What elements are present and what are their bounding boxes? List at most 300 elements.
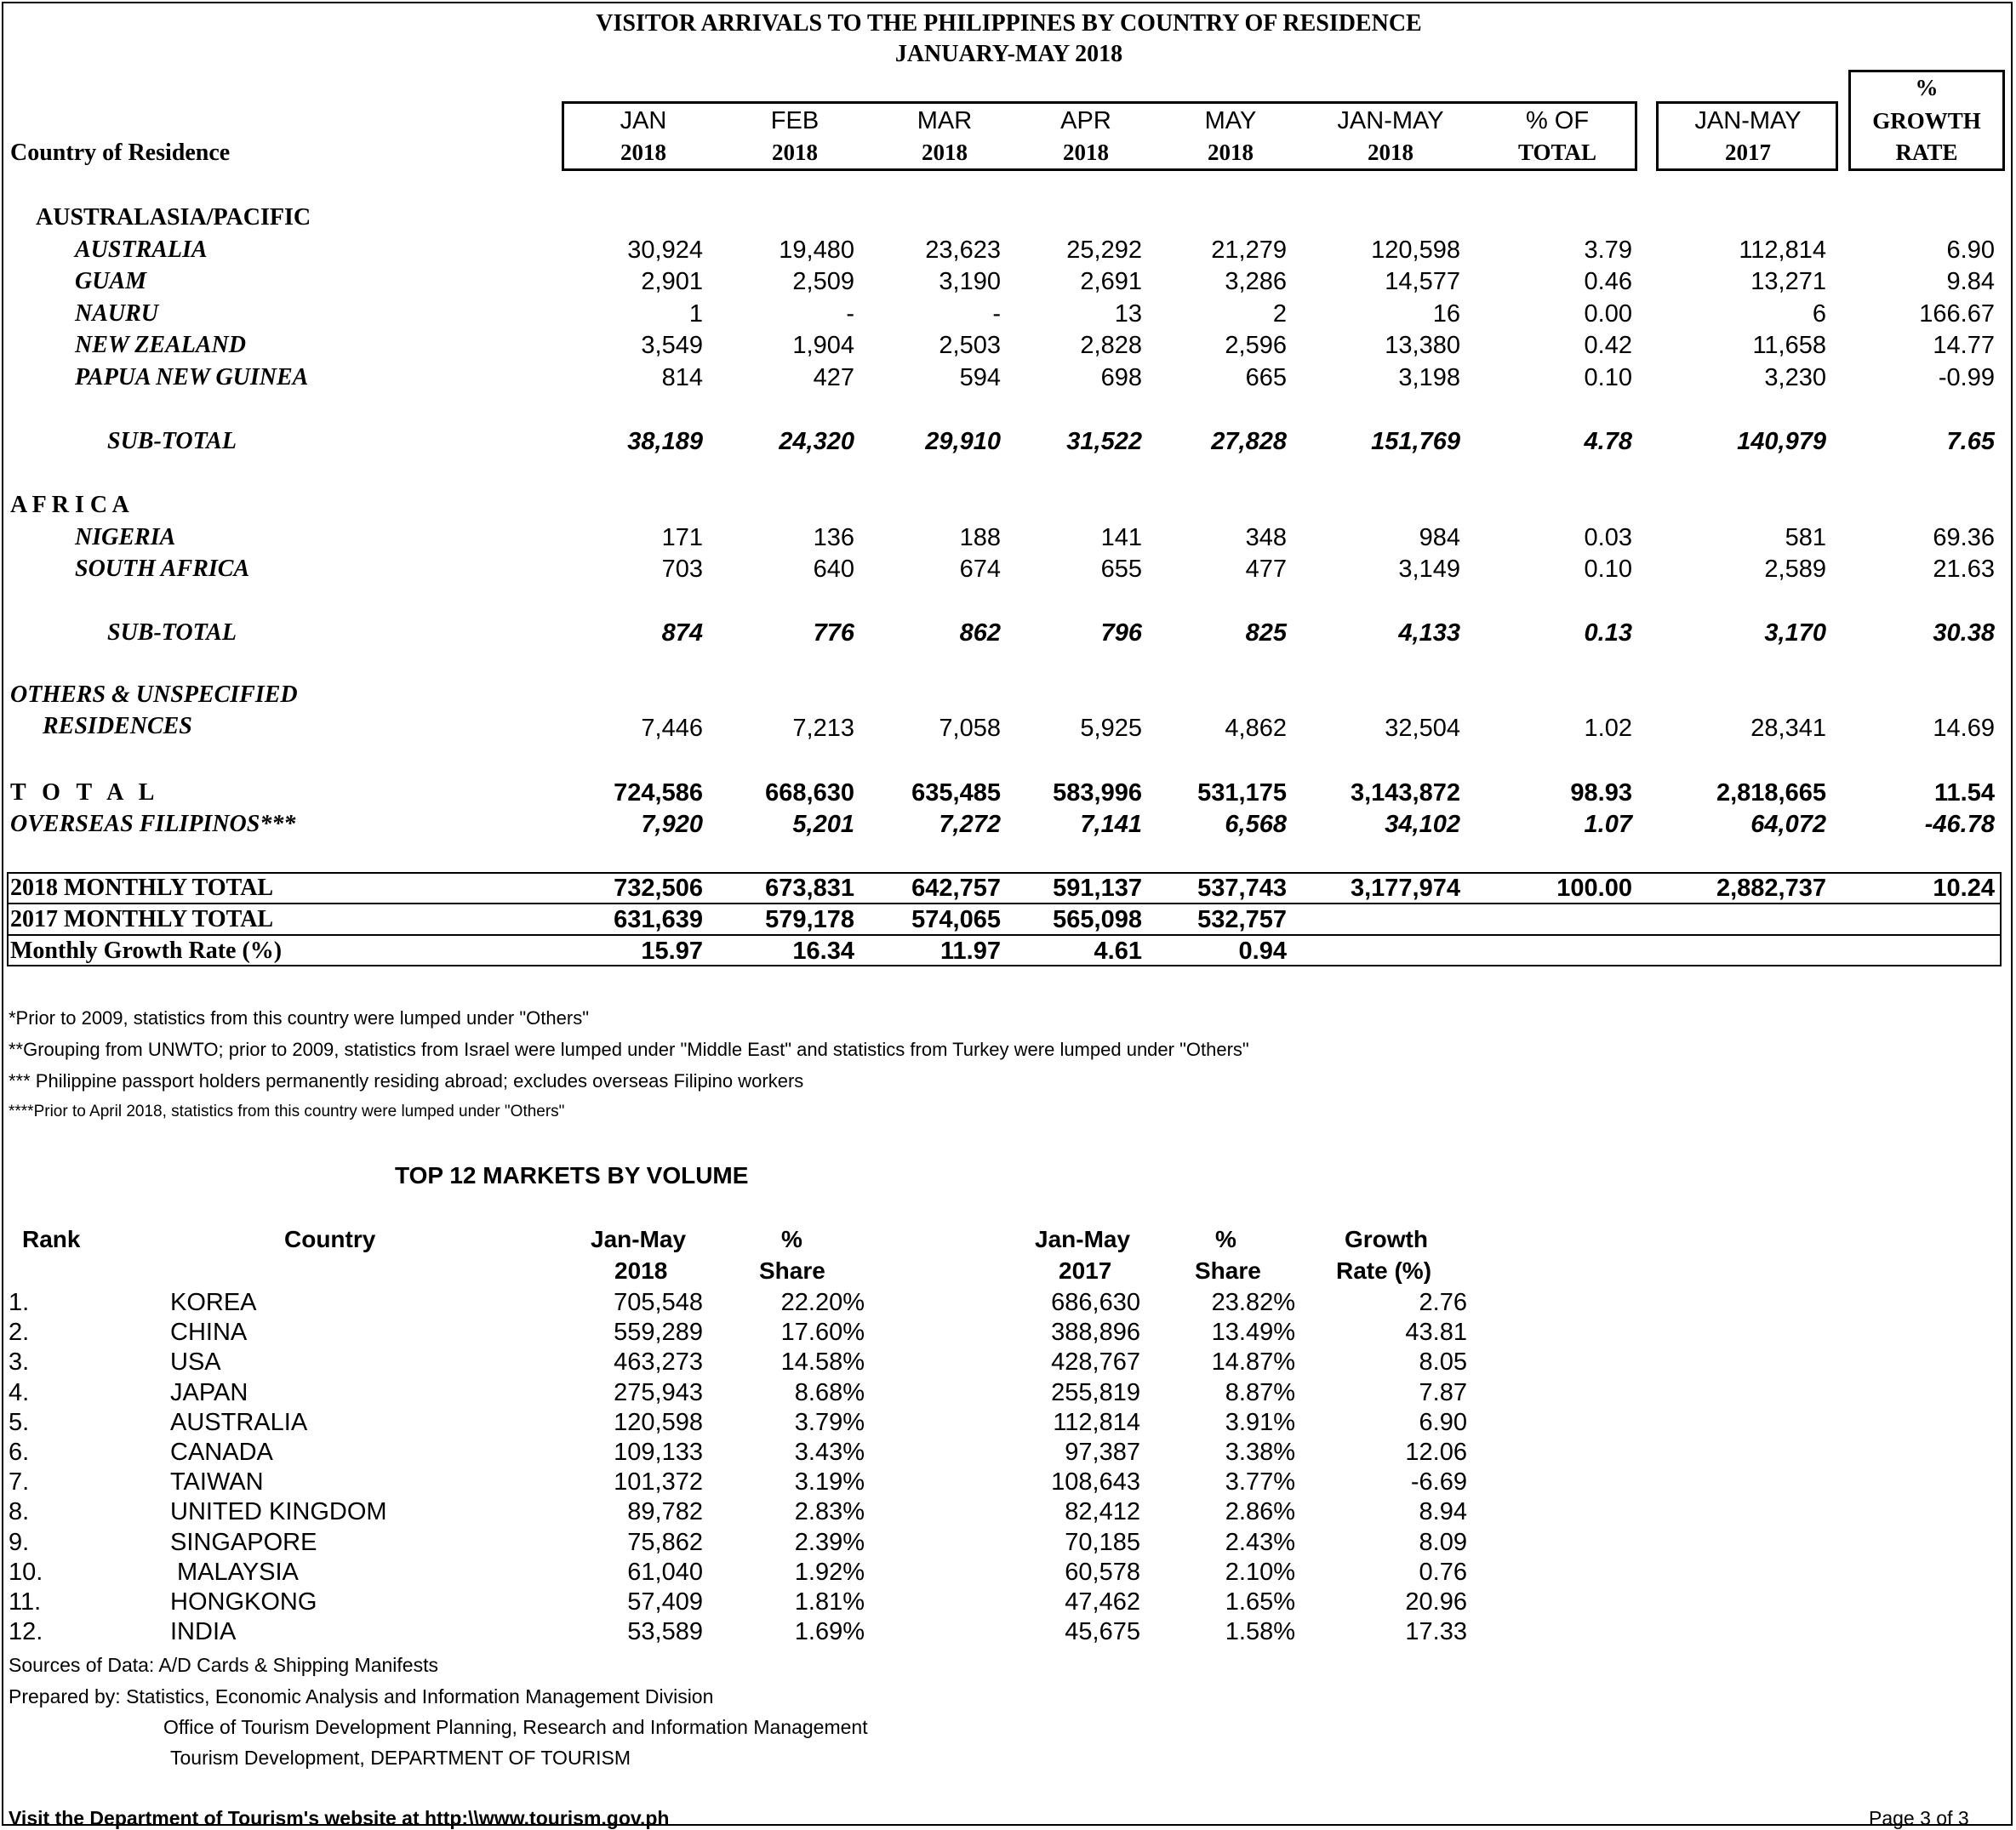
column-header-bottom: 2018	[1063, 140, 1109, 165]
top12-country: HONGKONG	[170, 1588, 317, 1616]
table-cell: 7.65	[1946, 428, 1995, 455]
top12-janmay-2017: 47,462	[1065, 1588, 1140, 1616]
top12-country: MALAYSIA	[177, 1558, 299, 1586]
table-row-sub2	[3, 618, 2014, 648]
table-cell: 0.94	[1238, 938, 1287, 965]
top12-rank: 12.	[9, 1618, 43, 1646]
table-cell: 112,814	[1739, 237, 1826, 264]
table-row-newzealand	[3, 330, 2014, 361]
region-australasia: AUSTRALASIA/PACIFIC	[36, 204, 311, 231]
top12-row	[3, 1588, 1535, 1617]
top12-growth-rate: 12.06	[1405, 1439, 1467, 1466]
column-header-top: JAN-MAY	[1337, 107, 1444, 134]
table-cell: 6	[1812, 300, 1826, 328]
table-cell: 862	[959, 619, 1001, 647]
top12-share-2018: 14.58%	[780, 1348, 865, 1377]
table-cell: 348	[1245, 524, 1287, 551]
top12-header-2018: 2018	[614, 1257, 668, 1284]
top12-janmay-2017: 108,643	[1051, 1468, 1140, 1496]
table-cell: 0.10	[1584, 364, 1632, 391]
table-row-southafrica	[3, 554, 2014, 584]
table-cell: 814	[661, 364, 703, 391]
top12-janmay-2017: 60,578	[1065, 1558, 1140, 1586]
table-cell: 732,506	[614, 875, 703, 902]
table-cell: 0.46	[1584, 268, 1632, 295]
top12-header-2017: 2017	[1059, 1257, 1112, 1284]
row-label: NIGERIA	[75, 524, 176, 550]
table-cell: -	[846, 300, 854, 328]
table-row-guam	[3, 266, 2014, 297]
table-row-nigeria	[3, 522, 2014, 553]
table-cell: 30.38	[1933, 619, 1995, 647]
top12-rank: 2.	[9, 1319, 30, 1347]
report-title: VISITOR ARRIVALS TO THE PHILIPPINES BY COUNTRY OF RESIDENCE	[596, 10, 1422, 37]
top12-share-2017: 13.49%	[1211, 1319, 1295, 1347]
table-cell: 874	[661, 619, 703, 647]
row-label: NEW ZEALAND	[75, 332, 246, 358]
top12-janmay-2017: 428,767	[1051, 1348, 1140, 1377]
top12-janmay-2018: 120,598	[614, 1408, 703, 1436]
table-cell: 166.67	[1919, 300, 1995, 328]
top12-janmay-2018: 109,133	[614, 1439, 703, 1466]
top12-rank: 1.	[9, 1289, 30, 1316]
top12-growth-rate: 8.05	[1419, 1348, 1467, 1377]
table-cell: 665	[1245, 364, 1287, 391]
top12-share-2017: 2.10%	[1225, 1558, 1295, 1586]
region-others-line1: OTHERS & UNSPECIFIED	[10, 681, 298, 708]
top12-row	[3, 1348, 1535, 1377]
table-cell: 7,920	[641, 811, 703, 838]
prepared-by-line: Prepared by: Statistics, Economic Analysis and Information Management Division	[9, 1685, 714, 1707]
top12-share-2017: 2.86%	[1225, 1498, 1295, 1526]
table-cell: 24,320	[779, 428, 854, 455]
top12-janmay-2018: 89,782	[627, 1498, 703, 1526]
table-row-total	[3, 778, 2014, 808]
top12-janmay-2017: 70,185	[1065, 1528, 1140, 1556]
table-cell: 776	[813, 619, 854, 647]
top12-rank: 7.	[9, 1468, 30, 1496]
top12-rank: 4.	[9, 1378, 30, 1406]
growth-header-growth: GROWTH	[1872, 108, 1981, 134]
table-cell: 3,190	[939, 268, 1001, 295]
top12-growth-rate: 6.90	[1419, 1408, 1467, 1436]
country-column-label: Country of Residence	[10, 140, 231, 166]
top12-country: TAIWAN	[170, 1468, 264, 1496]
top12-growth-rate: 0.76	[1419, 1558, 1467, 1586]
table-cell: 1,904	[792, 332, 854, 359]
top12-rank: 5.	[9, 1408, 30, 1436]
column-header-bottom: 2018	[1368, 140, 1413, 165]
table-cell: 21,279	[1211, 237, 1287, 264]
top12-country: KOREA	[170, 1289, 257, 1316]
table-cell: 0.42	[1584, 332, 1632, 359]
top12-share-2018: 3.19%	[794, 1468, 865, 1496]
column-header-top: % OF	[1525, 107, 1590, 134]
table-cell: 16.34	[792, 938, 854, 965]
top12-share-2018: 22.20%	[780, 1289, 865, 1316]
table-cell: 21.63	[1933, 556, 1995, 583]
table-cell: 1.02	[1584, 715, 1632, 742]
footnote-2: **Grouping from UNWTO; prior to 2009, statistics from Israel were lumped under "Middle East" and statistics from Turkey were lumped under "Others"	[9, 1039, 1249, 1060]
top12-share-2017: 14.87%	[1211, 1348, 1295, 1377]
top12-janmay-2017: 255,819	[1051, 1378, 1140, 1406]
top12-header-share17: Share	[1195, 1257, 1261, 1284]
table-cell: 171	[661, 524, 703, 551]
table-cell: 31,522	[1066, 428, 1142, 455]
table-cell: 583,996	[1053, 779, 1142, 807]
top12-share-2017: 3.38%	[1225, 1439, 1295, 1466]
table-cell: 25,292	[1066, 237, 1142, 264]
table-cell: 0.10	[1584, 556, 1632, 583]
prepared-by-office: Office of Tourism Development Planning, Research and Information Management	[163, 1716, 868, 1738]
column-header-top: MAY	[1204, 107, 1257, 134]
table-cell: 825	[1245, 619, 1287, 647]
table-cell: 2,818,665	[1716, 779, 1826, 807]
row-label: Monthly Growth Rate (%)	[10, 938, 283, 964]
table-cell: 188	[959, 524, 1001, 551]
table-cell: 4.61	[1094, 938, 1142, 965]
top12-janmay-2018: 101,372	[614, 1468, 703, 1496]
table-cell: 796	[1100, 619, 1142, 647]
row-label: PAPUA NEW GUINEA	[75, 364, 309, 391]
table-cell: 531,175	[1197, 779, 1287, 807]
table-row-nauru	[3, 299, 2014, 329]
table-cell: 4,133	[1398, 619, 1460, 647]
column-header-bottom: 2018	[620, 140, 666, 165]
table-cell: 13,271	[1750, 268, 1826, 295]
page-number: Page 3 of 3	[1869, 1807, 1969, 1829]
table-cell: 7,058	[939, 715, 1001, 742]
table-cell: 642,757	[911, 875, 1001, 902]
table-cell: 7,272	[939, 811, 1001, 838]
top12-header-pct17: %	[1215, 1226, 1236, 1252]
table-cell: 13,380	[1385, 332, 1460, 359]
top12-country: JAPAN	[170, 1378, 248, 1406]
top12-share-2018: 8.68%	[794, 1378, 865, 1406]
top12-share-2017: 3.91%	[1225, 1408, 1295, 1436]
top12-growth-rate: -6.69	[1410, 1468, 1467, 1496]
top12-header-rate: Rate (%)	[1336, 1257, 1432, 1284]
table-cell: 11,658	[1752, 332, 1826, 359]
column-header-top: APR	[1060, 107, 1111, 134]
table-cell: 635,485	[911, 779, 1001, 807]
top12-share-2017: 1.65%	[1225, 1588, 1295, 1616]
top12-row	[3, 1497, 1535, 1527]
top12-row	[3, 1468, 1535, 1497]
top12-growth-rate: 20.96	[1405, 1588, 1467, 1616]
table-cell: 668,630	[765, 779, 854, 807]
table-cell: 2,596	[1225, 332, 1287, 359]
table-cell: 2	[1272, 300, 1287, 328]
table-cell: 2,691	[1080, 268, 1142, 295]
row-label: 2018 MONTHLY TOTAL	[10, 875, 274, 901]
top12-share-2017: 1.58%	[1225, 1618, 1295, 1646]
top12-janmay-2018: 705,548	[614, 1289, 703, 1316]
column-header-bottom: 2018	[922, 140, 968, 165]
footnote-1: *Prior to 2009, statistics from this country were lumped under "Others"	[9, 1007, 590, 1029]
top12-janmay-2017: 45,675	[1065, 1618, 1140, 1646]
top12-row	[3, 1438, 1535, 1468]
table-row-growth	[3, 936, 2014, 966]
top12-share-2018: 3.79%	[794, 1408, 865, 1436]
table-cell: 631,639	[614, 906, 703, 933]
column-header-top: JAN-MAY	[1694, 107, 1802, 134]
table-cell: 28,341	[1750, 715, 1826, 742]
table-cell: 15.97	[641, 938, 703, 965]
table-cell: 14,577	[1385, 268, 1460, 295]
table-cell: 141	[1100, 524, 1142, 551]
top12-growth-rate: 7.87	[1419, 1378, 1467, 1406]
report-subtitle: JANUARY-MAY 2018	[894, 41, 1123, 67]
table-cell: 136	[813, 524, 854, 551]
table-cell: 3,198	[1398, 364, 1460, 391]
column-header-bottom: 2017	[1725, 140, 1771, 165]
table-cell: 698	[1100, 364, 1142, 391]
top12-rank: 6.	[9, 1439, 30, 1466]
top12-row	[3, 1378, 1535, 1408]
table-cell: 6,568	[1225, 811, 1287, 838]
table-cell: 69.36	[1933, 524, 1995, 551]
table-cell: 38,189	[627, 428, 703, 455]
table-cell: 7,213	[792, 715, 854, 742]
table-row-overseas	[3, 809, 2014, 840]
table-cell: 3,170	[1764, 619, 1826, 647]
footnote-3: *** Philippine passport holders permanently residing abroad; excludes overseas Filipino workers	[9, 1070, 804, 1092]
table-cell: 34,102	[1385, 811, 1460, 838]
table-row-sub1	[3, 426, 2014, 457]
top12-row	[3, 1318, 1535, 1348]
column-header-bottom: 2018	[1208, 140, 1254, 165]
table-cell: 724,586	[614, 779, 703, 807]
table-cell: 98.93	[1570, 779, 1632, 807]
table-cell: 427	[813, 364, 854, 391]
table-cell: 594	[959, 364, 1001, 391]
table-cell: 640	[813, 556, 854, 583]
table-cell: 655	[1100, 556, 1142, 583]
top12-header-pct18: %	[781, 1226, 802, 1252]
top12-country: USA	[170, 1348, 221, 1377]
table-cell: 19,480	[779, 237, 854, 264]
top12-share-2018: 2.39%	[794, 1528, 865, 1556]
table-cell: 7,446	[641, 715, 703, 742]
table-cell: 2,882,737	[1716, 875, 1826, 902]
table-cell: 32,504	[1385, 715, 1460, 742]
row-label: SUB-TOTAL	[107, 428, 237, 454]
top12-country: SINGAPORE	[170, 1528, 317, 1556]
table-cell: 23,623	[925, 237, 1001, 264]
table-cell: 591,137	[1053, 875, 1142, 902]
table-cell: 5,201	[792, 811, 854, 838]
table-cell: 2,589	[1764, 556, 1826, 583]
top12-janmay-2017: 97,387	[1065, 1439, 1140, 1466]
top12-janmay-2017: 112,814	[1053, 1408, 1140, 1436]
table-cell: 11.54	[1934, 779, 1995, 807]
column-header-top: FEB	[770, 107, 820, 134]
table-cell: 9.84	[1946, 268, 1995, 295]
top12-header-janmay17: Jan-May	[1035, 1226, 1131, 1252]
column-header-bottom: TOTAL	[1517, 140, 1597, 165]
table-cell: 0.13	[1584, 619, 1632, 647]
table-cell: 3,149	[1398, 556, 1460, 583]
top12-share-2018: 2.83%	[794, 1498, 865, 1526]
table-cell: 537,743	[1197, 875, 1287, 902]
top12-share-2018: 17.60%	[780, 1319, 865, 1347]
table-row-png	[3, 362, 2014, 393]
table-cell: 16	[1432, 300, 1460, 328]
column-header-top: JAN	[620, 107, 667, 134]
table-cell: 4.78	[1584, 428, 1632, 455]
top12-header-janmay18: Jan-May	[591, 1226, 687, 1252]
table-row-others	[3, 713, 2014, 744]
table-cell: 140,979	[1737, 428, 1826, 455]
table-cell: 3.79	[1584, 237, 1632, 264]
top12-janmay-2018: 57,409	[627, 1588, 703, 1616]
table-cell: 3,177,974	[1350, 875, 1460, 902]
region-others-line2: RESIDENCES	[43, 713, 192, 739]
top12-growth-rate: 8.94	[1419, 1498, 1467, 1526]
table-cell: 2,509	[792, 268, 854, 295]
table-cell: 120,598	[1371, 237, 1460, 264]
table-cell: 0.03	[1584, 524, 1632, 551]
column-header-bottom: 2018	[772, 140, 818, 165]
top12-janmay-2018: 559,289	[614, 1319, 703, 1347]
table-cell: 674	[959, 556, 1001, 583]
table-cell: 3,230	[1764, 364, 1826, 391]
table-cell: 3,286	[1225, 268, 1287, 295]
footnote-4: ****Prior to April 2018, statistics from this country were lumped under "Others"	[9, 1103, 565, 1120]
top12-title: TOP 12 MARKETS BY VOLUME	[395, 1162, 749, 1189]
top12-row	[3, 1528, 1535, 1558]
table-cell: -46.78	[1924, 811, 1995, 838]
top12-share-2017: 23.82%	[1211, 1289, 1295, 1316]
top12-country: CHINA	[170, 1319, 248, 1347]
top12-row	[3, 1408, 1535, 1438]
top12-rank: 8.	[9, 1498, 30, 1526]
top12-header-rank: Rank	[22, 1226, 81, 1252]
table-cell: 703	[661, 556, 703, 583]
table-cell: 10.24	[1933, 875, 1995, 902]
growth-header-rate: RATE	[1895, 140, 1958, 165]
row-label: SOUTH AFRICA	[75, 556, 250, 582]
top12-janmay-2018: 53,589	[627, 1618, 703, 1646]
table-row-m2018	[3, 873, 2014, 904]
row-label: NAURU	[75, 300, 159, 327]
table-cell: 565,098	[1053, 906, 1142, 933]
top12-growth-rate: 43.81	[1405, 1319, 1467, 1347]
table-cell: 1	[688, 300, 703, 328]
row-label: 2017 MONTHLY TOTAL	[10, 906, 274, 932]
table-cell: 14.69	[1933, 715, 1995, 742]
top12-share-2018: 1.69%	[794, 1618, 865, 1646]
sources-line: Sources of Data: A/D Cards & Shipping Manifests	[9, 1654, 438, 1676]
table-cell: 30,924	[627, 237, 703, 264]
table-cell: 5,925	[1080, 715, 1142, 742]
top12-janmay-2018: 61,040	[627, 1558, 703, 1586]
table-cell: 151,769	[1371, 428, 1460, 455]
region-africa: A F R I C A	[10, 492, 129, 518]
table-cell: 27,828	[1211, 428, 1287, 455]
table-row-australia	[3, 235, 2014, 265]
top12-janmay-2018: 275,943	[614, 1378, 703, 1406]
table-cell: 574,065	[911, 906, 1001, 933]
top12-janmay-2017: 686,630	[1051, 1289, 1140, 1316]
table-cell: -	[992, 300, 1001, 328]
top12-rank: 3.	[9, 1348, 30, 1377]
table-cell: 0.00	[1584, 300, 1632, 328]
table-row-m2017	[3, 904, 2014, 935]
top12-growth-rate: 17.33	[1405, 1618, 1467, 1646]
website-link[interactable]: Visit the Department of Tourism's website at http:\\www.tourism.gov.ph	[9, 1807, 670, 1829]
table-cell: 4,862	[1225, 715, 1287, 742]
report-page	[2, 2, 2013, 1829]
top12-country: UNITED KINGDOM	[170, 1498, 387, 1526]
table-cell: -0.99	[1938, 364, 1995, 391]
table-cell: 6.90	[1946, 237, 1995, 264]
top12-rank: 10.	[9, 1558, 43, 1586]
table-cell: 14.77	[1933, 332, 1995, 359]
table-cell: 100.00	[1556, 875, 1632, 902]
top12-header-growth: Growth	[1345, 1226, 1428, 1252]
table-cell: 3,143,872	[1350, 779, 1460, 807]
top12-rank: 9.	[9, 1528, 30, 1556]
table-cell: 64,072	[1750, 811, 1826, 838]
top12-growth-rate: 8.09	[1419, 1528, 1467, 1556]
top12-row	[3, 1558, 1535, 1588]
table-cell: 532,757	[1197, 906, 1287, 933]
row-label: SUB-TOTAL	[107, 619, 237, 646]
top12-row	[3, 1617, 1535, 1647]
table-cell: 3,549	[641, 332, 703, 359]
row-label: GUAM	[75, 268, 147, 294]
table-cell: 13	[1114, 300, 1142, 328]
table-cell: 477	[1245, 556, 1287, 583]
table-cell: 579,178	[765, 906, 854, 933]
row-label: OVERSEAS FILIPINOS***	[10, 811, 296, 837]
top12-header-country: Country	[284, 1226, 376, 1252]
table-cell: 2,828	[1080, 332, 1142, 359]
top12-janmay-2017: 388,896	[1051, 1319, 1140, 1347]
top12-share-2018: 1.81%	[794, 1588, 865, 1616]
top12-share-2017: 8.87%	[1225, 1378, 1295, 1406]
top12-janmay-2018: 463,273	[614, 1348, 703, 1377]
top12-rank: 11.	[9, 1588, 42, 1616]
table-cell: 2,901	[641, 268, 703, 295]
top12-country: INDIA	[170, 1618, 237, 1646]
top12-share-2018: 1.92%	[794, 1558, 865, 1586]
table-cell: 2,503	[939, 332, 1001, 359]
row-label: T O T A L	[10, 779, 160, 806]
top12-janmay-2017: 82,412	[1065, 1498, 1140, 1526]
top12-row	[3, 1288, 1535, 1318]
table-cell: 984	[1419, 524, 1460, 551]
table-cell: 11.97	[940, 938, 1001, 965]
table-cell: 673,831	[765, 875, 854, 902]
top12-header-share18: Share	[759, 1257, 825, 1284]
top12-share-2018: 3.43%	[794, 1439, 865, 1466]
top12-country: AUSTRALIA	[170, 1408, 308, 1436]
table-cell: 581	[1785, 524, 1826, 551]
prepared-by-department: Tourism Development, DEPARTMENT OF TOURISM	[170, 1747, 631, 1769]
top12-share-2017: 3.77%	[1225, 1468, 1295, 1496]
table-cell: 1.07	[1584, 811, 1632, 838]
top12-country: CANADA	[170, 1439, 273, 1466]
top12-growth-rate: 2.76	[1419, 1289, 1467, 1316]
top12-janmay-2018: 75,862	[627, 1528, 703, 1556]
growth-header-pct: %	[1915, 75, 1939, 100]
column-header-top: MAR	[917, 107, 973, 134]
top12-share-2017: 2.43%	[1225, 1528, 1295, 1556]
table-cell: 29,910	[925, 428, 1001, 455]
